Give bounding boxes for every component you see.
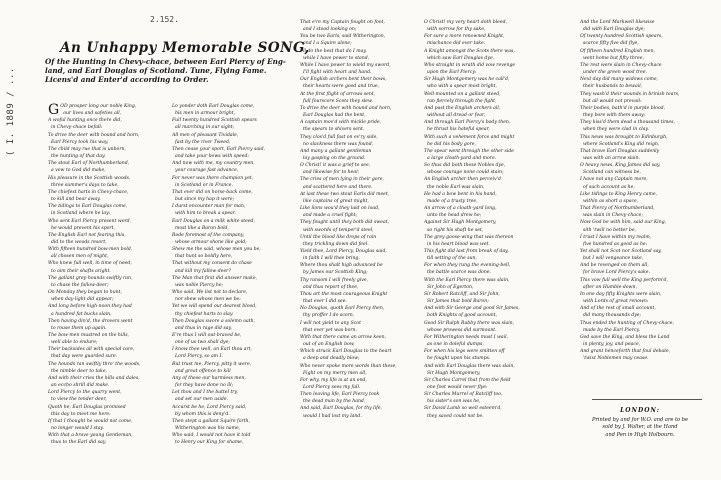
- verse-line: all chosen men of might,: [51, 254, 109, 260]
- verse-line: this day to meet me here:: [51, 411, 111, 417]
- verse-line: That ever did on horse-back come,: [172, 189, 253, 195]
- verse-line: Any of these our harmless men,: [172, 375, 246, 381]
- verse-line: by James our Scottish King;: [303, 270, 368, 276]
- verse-line: the hunting of that day.: [51, 154, 106, 160]
- subtitle-line-3: Licens'd and Enter'd according to Order.: [45, 75, 209, 84]
- verse-line: without all dread or fear,: [427, 113, 486, 119]
- verse-line: I have not any Captain more,: [580, 177, 648, 183]
- verse-line: he thrust his hateful spear,: [427, 127, 490, 133]
- verse-line: A captain mov'd with mickle pride,: [300, 120, 382, 126]
- verse-line: so right his shaft he set,: [427, 227, 484, 233]
- verse-line: the noble Earl was slain,: [427, 184, 485, 190]
- verse-line: no slackness there was found,: [303, 141, 374, 147]
- verse-line: after on Humble-down,: [583, 284, 637, 290]
- verse-line: like captains of great might,: [303, 198, 369, 204]
- verse-line: thus to the Earl did say,: [51, 440, 107, 446]
- verse-line: This vow full well the King perform'd,: [580, 277, 668, 283]
- verse-line: Then cease your sport, Earl Piercy said,: [172, 146, 266, 152]
- verse-line: would I had lost my land.: [303, 413, 362, 419]
- imprint-block: [580, 417, 700, 439]
- verse-line: and thus report of thee,: [303, 284, 359, 290]
- verse-line: To drive the deer with hound and horn,: [300, 105, 392, 111]
- verse-line: whose prowess did surmount.: [427, 327, 497, 333]
- verse-line: Until the blood like drops of rain: [300, 234, 377, 240]
- verse-line: in his heart blood was wet.: [427, 241, 490, 247]
- verse-line: The spear went through the other side: [424, 148, 515, 154]
- verse-line: That Piercy of Northumberland,: [580, 206, 655, 212]
- verse-line: He had a bow bent in his hand,: [424, 191, 497, 197]
- imprint-divider: [592, 399, 702, 400]
- verse-line: O Christ! it was a grief to see,: [300, 163, 371, 169]
- verse-line: for they have done no ill;: [175, 383, 234, 389]
- verse-line: mischance did ever take.: [427, 41, 486, 47]
- verse-line: Thy ransom I will freely give,: [300, 277, 369, 283]
- verse-line: At the first flight of arrows sent,: [300, 91, 376, 97]
- verse-line: That e're my Captain fought on foot,: [300, 20, 385, 25]
- verse-line: the nimble deer to take,: [51, 368, 108, 374]
- verse-line: And grant henceforth that foul debate,: [580, 349, 671, 355]
- verse-line: and I a Squire alone;: [303, 41, 352, 47]
- verse-line: And with their cries the hills and dales,: [48, 375, 140, 381]
- verse-line: to chase the fallow-deer;: [51, 282, 109, 288]
- verse-line: upon the Earl Piercy:: [427, 70, 477, 76]
- verse-line: the battle scarce was done.: [427, 270, 491, 276]
- verse-line: was slain in Chevy-chace;: [583, 213, 643, 219]
- verse-line: they bore with them away;: [583, 113, 646, 119]
- verse-line: that ever I did see.: [303, 299, 347, 305]
- verse-line: was with an arrow slain.: [583, 155, 641, 161]
- verse-line: Yet shall not Scot nor Scotland say,: [580, 249, 662, 254]
- verse-line: whose armour shone like gold;: [175, 239, 247, 245]
- verse-line: he did his body gore,: [427, 141, 476, 147]
- verse-line: In one day fifty Knights were slain,: [580, 291, 662, 297]
- imprint-line-2: sold by J. Walter, at the Hand: [602, 424, 678, 431]
- verse-line: Let thou and I the battel try,: [172, 390, 238, 396]
- verse-line: The hounds ran swiftly thro' the woods,: [48, 361, 141, 367]
- verse-line: your courage fast advance,: [175, 168, 239, 174]
- verse-line: to rouse them up again.: [51, 325, 107, 331]
- verse-line: Lord Piercy to the quarry went,: [48, 390, 122, 396]
- verse-line: Sir Charles Carrel that from the field: [424, 377, 511, 383]
- verse-line: who with a spear most bright,: [427, 84, 497, 90]
- verse-line: in faith I will thee bring,: [303, 256, 360, 262]
- verse-line: For when they rung the evening-bell,: [424, 263, 511, 269]
- verse-line: Their bodies, bath'd in purple blood,: [580, 105, 666, 111]
- verse-column-4: [424, 19, 536, 420]
- verse-column-3: [300, 19, 412, 420]
- subtitle-line-1: Of the Hunting in Chevy-chace, between Earl Piercy of Eng-: [45, 57, 286, 66]
- verse-line: Which struck Earl Douglas to the heart: [300, 349, 392, 355]
- verse-line: Next day did many widows come,: [580, 77, 659, 83]
- verse-line: The Man that first did answer make,: [172, 275, 258, 281]
- verse-line: he would prevent his sport,: [51, 225, 115, 231]
- verse-line: While I have power to wield my sword,: [300, 62, 391, 68]
- verse-line: by whom this is deny'd.: [175, 411, 230, 417]
- verse-line: They kiss'd them dead a thousand times,: [580, 120, 675, 126]
- verse-line: as one in doleful dumps,: [427, 342, 484, 348]
- verse-line: Rode foremost of the company,: [172, 232, 245, 238]
- verse-line: when day-light did appear;: [51, 297, 114, 303]
- verse-line: The child may rue that is unborn,: [48, 146, 126, 152]
- verse-line: Where thou shalt high advanced be: [300, 263, 383, 269]
- verse-line: in Scotland or in France,: [175, 182, 233, 188]
- verse-line: I trust I have within my realm,: [580, 234, 652, 240]
- verse-line: Thus ended the hunting of Chevy-chace,: [580, 320, 674, 326]
- verse-line: This news was brought to Edinburgh,: [580, 134, 668, 140]
- verse-line: their husbands to bewail,: [583, 84, 643, 90]
- verse-line: For sure a more renowned Knight,: [424, 34, 505, 40]
- verse-line: Lo yonder doth Earl Douglas come,: [172, 104, 255, 109]
- verse-line: well able to endure;: [51, 340, 98, 346]
- verse-column-2: [172, 103, 284, 447]
- verse-line: out of an English bow,: [303, 342, 355, 348]
- verse-line: he fought upon his stumps.: [427, 356, 491, 362]
- verse-line: And long before high-noon they had: [48, 304, 132, 310]
- verse-line: five hundred as good as he:: [583, 241, 648, 247]
- verse-line: his sister's son was he,: [427, 399, 481, 405]
- verse-line: and great offence to kill: [175, 368, 231, 374]
- verse-line: Fight on my merry men all,: [303, 370, 367, 376]
- ballad-subtitle: [45, 57, 300, 84]
- verse-line: Sir James that bold Baron;: [427, 299, 489, 305]
- verse-line: Sir David Lamb so well esteem'd,: [424, 406, 502, 412]
- verse-line: Sir Robert Ratcliff, and Sir John,: [424, 291, 500, 297]
- verse-line: no longer would I stay.: [51, 426, 104, 432]
- verse-line: to kill and bear away.: [51, 197, 101, 203]
- verse-line: to aim their shafts aright.: [51, 268, 111, 274]
- verse-line: lay gasping on the ground.: [303, 155, 366, 161]
- verse-line: but all would not prevail:: [583, 98, 642, 104]
- verse-line: most like a Baron bold,: [175, 225, 229, 231]
- verse-line: Scotland can witness be,: [583, 170, 641, 176]
- verse-line: one of us two shall dye;: [175, 340, 230, 346]
- imprint-line-1: Printed by and for W.O. and are to be: [591, 417, 689, 423]
- verse-line: with him to break a spear.: [175, 211, 236, 217]
- verse-line: With that a brave young Gentleman,: [48, 433, 133, 439]
- verse-line: for brave Lord Piercy's sake.: [583, 270, 650, 276]
- verse-line: and scattered here and there.: [303, 184, 373, 190]
- verse-line: that day were guarded sure.: [51, 354, 118, 360]
- verse-line: I know thee well, an Earl thou art,: [172, 347, 252, 353]
- verse-line: they trickling down did feel.: [303, 241, 369, 247]
- verse-line: All men of pleasant Tividale,: [172, 132, 239, 138]
- verse-line: The bow-men mustred on the hills,: [48, 333, 130, 338]
- verse-line: in plenty, joy, and peace,: [583, 342, 641, 348]
- verse-line: And now with me, my country men,: [172, 161, 255, 167]
- verse-line: they saved could not be.: [427, 413, 484, 419]
- verse-line: was noble Piercy he;: [175, 282, 224, 288]
- verse-line: Then stept a gallant Squire forth,: [172, 418, 250, 424]
- verse-line: with sorrow for thy sake,: [427, 27, 486, 33]
- verse-line: Then having din'd, the drovers went: [48, 318, 133, 324]
- verse-line: and I stood looking on;: [303, 27, 357, 33]
- verse-line: The cries of men lying in their gore,: [300, 177, 384, 183]
- verse-line: made by the Earl Piercy.: [583, 327, 640, 333]
- verse-line: At last these two stout Earls did meet,: [300, 191, 390, 197]
- verse-line: Sir Hugh Montgomery,: [427, 370, 481, 376]
- verse-line: with Lords of great renown:: [583, 299, 649, 305]
- verse-line: Against Sir Hugh Montgomery,: [424, 220, 497, 226]
- verse-line: the dead man by the hand,: [303, 399, 366, 405]
- verse-line: Earl Douglas had the bent,: [303, 113, 366, 119]
- verse-line: For why, my life is at an end,: [300, 377, 367, 383]
- verse-line: the spears to shivers sent.: [303, 127, 365, 133]
- verse-column-5: [580, 19, 692, 363]
- verse-line: Like tidings to King Henry came,: [580, 191, 658, 197]
- verse-line: to Henry our King for shame,: [175, 440, 244, 446]
- verse-line: their hearts were good and true,: [303, 84, 380, 90]
- verse-line: And said, Earl Douglas, for thy life,: [300, 406, 382, 412]
- verse-line: with swords of temper'd steel,: [303, 227, 374, 233]
- verse-line: all marching in our sight;: [175, 125, 235, 131]
- verse-line: For never was there champion yet,: [172, 175, 254, 181]
- verse-line: Now God be with him, said our King,: [580, 220, 667, 226]
- verse-line: They wash'd their wounds in brinish tears,: [580, 91, 680, 97]
- verse-line: And be revenged on them all,: [580, 263, 649, 269]
- verse-line: Sir Hugh Montgomery was he call'd,: [424, 77, 510, 83]
- verse-line: An English archer then perceiv'd: [424, 177, 501, 183]
- verse-line: I'll do the best that do I may,: [300, 48, 367, 54]
- verse-line: in Scotland where he lay:: [51, 211, 111, 217]
- verse-line: a vow to God did make,: [51, 168, 106, 174]
- verse-line: sith 'twill no better be,: [583, 227, 637, 233]
- verse-line: Thou art the most courageous Knight: [300, 291, 388, 297]
- verse-line: did many thousands dye;: [583, 313, 642, 319]
- verse-line: his men in armour bright,: [175, 111, 236, 117]
- verse-line: O Christ! my very heart doth bleed,: [424, 20, 507, 25]
- verse-line: till setting of the sun,: [427, 256, 477, 262]
- verse-line: And through Earl Piercy's body then,: [424, 120, 511, 126]
- verse-line: The stout Earl of Northumberland,: [48, 161, 130, 167]
- verse-line: Who straight in wrath did vow revenge: [424, 62, 516, 68]
- verse-line: And of the rest of small account,: [580, 306, 656, 312]
- verse-line: Who never spoke more words than these,: [300, 363, 397, 369]
- verse-line: to view the tender deer,: [51, 397, 107, 403]
- verse-line: a hundred fat bucks slain,: [51, 311, 112, 317]
- verse-line: Quoth he, Earl Douglas promised: [48, 404, 126, 410]
- verse-line: And with Sir George and good Sir James,: [424, 306, 520, 312]
- verse-line: That brave Earl Douglas suddenly: [580, 148, 660, 154]
- verse-line: Then leaving life, Earl Piercy took: [300, 392, 380, 398]
- verse-line: but I will vengeance take,: [583, 256, 644, 262]
- verse-line: fast by the river Tweed,: [175, 139, 231, 145]
- verse-line: This fight did last from break of day,: [424, 249, 509, 254]
- verse-line: O heavy news, King James did say,: [580, 163, 661, 169]
- verse-line: and thus in rage did say,: [175, 325, 232, 331]
- verse-line: The gallant grey-hounds swiftly ran,: [48, 275, 133, 281]
- ballad-title: An Unhappy Memorable SONG,: [60, 40, 310, 56]
- verse-line: Witherington was his name,: [175, 426, 241, 432]
- verse-line: within as short a space,: [583, 198, 639, 204]
- verse-line: Lord Piercy sees my fall.: [303, 384, 361, 390]
- verse-line: Then Douglas swore a solemn oath,: [172, 318, 256, 324]
- verse-line: With the Earl Piercy there was slain,: [424, 277, 510, 283]
- verse-line: A Knight amongst the Scots there was,: [424, 48, 515, 54]
- verse-line: And many a gallant gentleman: [300, 148, 372, 154]
- verse-line: With that there came an arrow keen,: [300, 334, 387, 340]
- verse-line: You be two Earls, said Witherington,: [300, 34, 386, 40]
- verse-line: our lives and safeties all,: [63, 111, 122, 117]
- verse-line: On Monday they began to hunt,: [48, 290, 122, 296]
- verse-line: E're thus I will out-braved be,: [172, 333, 242, 338]
- manuscript-shelf-number: 2.152.: [150, 15, 179, 24]
- verse-column-1: [48, 103, 160, 447]
- verse-line: Sir Charles Murrel of Ratcliff too,: [424, 392, 503, 398]
- verse-line: that ever yet was born.: [303, 327, 357, 333]
- verse-line: The grey goose-wing that was thereon: [424, 234, 514, 240]
- verse-line: a large cloath-yard and more.: [427, 155, 497, 161]
- subtitle-line-2: land, and Earl Douglas of Scotland. Tune, Flying Fame.: [45, 66, 267, 75]
- verse-line: No Douglas, quoth Earl Piercy then,: [300, 306, 385, 312]
- verse-line: OD prosper long our noble King,: [60, 104, 137, 109]
- verse-line: went home but fifty three,: [583, 55, 644, 61]
- verse-line: God save the King, and bless the Land: [580, 334, 670, 340]
- verse-line: A woful hunting once there did,: [48, 118, 122, 124]
- verse-line: scarce fifty five did flye,: [583, 41, 639, 47]
- verse-line: Lord Piercy, so am I.: [175, 354, 223, 360]
- imprint-line-3: and Pen in High Holbourn.: [605, 431, 675, 438]
- verse-line: For Witherington needs must I wail,: [424, 334, 509, 340]
- verse-line: which saw Earl Douglas dye,: [427, 55, 495, 61]
- verse-line: ran fiercely through the fight,: [427, 98, 497, 104]
- verse-line: and set our men aside.: [175, 397, 229, 403]
- verse-line: And with Earl Douglas there was slain,: [424, 363, 515, 369]
- verse-line: when they were clad in clay.: [583, 127, 649, 133]
- verse-line: But trust me, Piercy, pitty it were,: [172, 361, 252, 367]
- verse-line: The tidings to Earl Douglas come,: [48, 204, 128, 210]
- verse-line: Who sent Earl Piercy present word,: [48, 218, 132, 224]
- verse-line: Our English archers bent their bows,: [300, 77, 387, 83]
- verse-line: With such a vehement force and might: [424, 134, 515, 140]
- verse-line: So thus did both these Nobles dye,: [424, 163, 506, 169]
- verse-line: Well-mounted on a gallant steed,: [424, 91, 501, 97]
- verse-line: I durst encounter man for man,: [172, 204, 246, 210]
- verse-line: in Chevy-chace befall:: [51, 125, 103, 131]
- verse-line: The rest were slain in Chevy-chace: [580, 62, 662, 68]
- verse-line: Like lions wou'd they laid on load,: [300, 206, 380, 212]
- verse-line: I will not yield to any Scot: [300, 320, 361, 326]
- verse-line: Earl Piercy took his way,: [51, 139, 109, 145]
- verse-line: I'll fight with heart and hand.: [303, 70, 372, 76]
- verse-line: whose courage none could stain;: [427, 170, 504, 176]
- verse-line: Full twenty hundred Scottish spears: [172, 118, 257, 124]
- verse-line: Of twenty hundred Scottish spears,: [580, 34, 663, 40]
- verse-line: made of a trusty tree,: [427, 198, 478, 204]
- verse-line: With fifteen hundred bow-men bold,: [48, 247, 133, 253]
- verse-line: Earl Douglas on a milk white steed,: [172, 218, 255, 224]
- verse-line: thy proffer I do scorn,: [303, 313, 355, 319]
- verse-line: and likewise for to hear,: [303, 170, 360, 176]
- verse-line: that hunt so boldly here,: [175, 254, 233, 260]
- verse-line: To drive the deer with hound and horn,: [48, 132, 140, 138]
- verse-line: both Knights of good account,: [427, 313, 498, 319]
- verse-line: three summer's days to take,: [51, 182, 119, 188]
- verse-line: full fourscore Scots they slew.: [303, 98, 373, 104]
- verse-line: His pleasure in the Scottish woods,: [48, 175, 131, 181]
- verse-line: unto the head drew he;: [427, 213, 482, 219]
- verse-line: but since my hap it were;: [175, 197, 235, 203]
- verse-line: did to the woods resort,: [51, 239, 107, 245]
- verse-line: under the green wood tree.: [583, 70, 648, 76]
- verse-line: Accurst be he, Lord Piercy said,: [172, 404, 247, 410]
- verse-line: nor shew whose men we be:: [175, 297, 241, 303]
- verse-line: And past the English archers all,: [424, 105, 501, 111]
- verse-line: Who said, We list not to declare,: [172, 290, 248, 296]
- verse-line: an eccho shrill did make.: [51, 383, 110, 389]
- verse-line: And the Lord Markwell likewise: [580, 20, 655, 25]
- imprint-heading: LONDON:: [620, 407, 660, 414]
- verse-line: where Scotland's King did reign,: [583, 141, 660, 147]
- verse-line: thy chiefest harts to slay.: [175, 311, 234, 317]
- verse-line: An arrow of a cloath-yard long,: [424, 206, 497, 212]
- verse-line: They clos'd full fast on ev'ry side,: [300, 134, 378, 140]
- verse-line: Yield thee, Lord Piercy, Douglas said,: [300, 249, 387, 254]
- verse-line: and kill my fallow-deer?: [175, 268, 231, 274]
- verse-line: Sir John of Egerton,: [427, 284, 474, 290]
- verse-line: Shew me the said, whose men you be,: [172, 247, 261, 253]
- verse-line: If that I thought he would not come,: [48, 418, 133, 424]
- verse-line: Of fifteen hundred English men,: [580, 48, 655, 54]
- verse-line: and made a cruel fight;: [303, 213, 358, 219]
- verse-line: That without my consent do chase: [172, 261, 252, 267]
- verse-line: did with Earl Douglas dye;: [583, 27, 645, 33]
- verse-line: Who knew full well, in time of need,: [48, 261, 132, 267]
- verse-line: The English Earl not fearing this,: [48, 232, 126, 238]
- verse-line: The chiefest harts in Chevy-chace,: [48, 189, 129, 195]
- verse-line: Good Sir Ralph Rabby there was slain,: [424, 320, 515, 326]
- drop-cap: G: [48, 102, 60, 118]
- verse-line: Yet we will spend our dearest blood,: [172, 304, 257, 310]
- verse-line: Their backsides all with special care,: [48, 347, 135, 353]
- verse-line: They fought until they both did sweat,: [300, 220, 390, 226]
- verse-line: while I have power to stand,: [303, 55, 370, 61]
- manuscript-annotation: ( I. 1889 / ...: [6, 67, 16, 156]
- verse-line: a deep and deadly blow;: [303, 356, 360, 362]
- verse-line: of such account as he.: [583, 184, 635, 190]
- verse-line: 'twixt Noblemen may cease.: [583, 356, 649, 362]
- verse-line: and take your bows with speed:: [175, 154, 249, 160]
- verse-line: one foot would never flye:: [427, 384, 488, 390]
- verse-line: Who said, I would not have it told: [172, 433, 251, 439]
- verse-line: For when his legs were smitten off: [424, 349, 505, 355]
